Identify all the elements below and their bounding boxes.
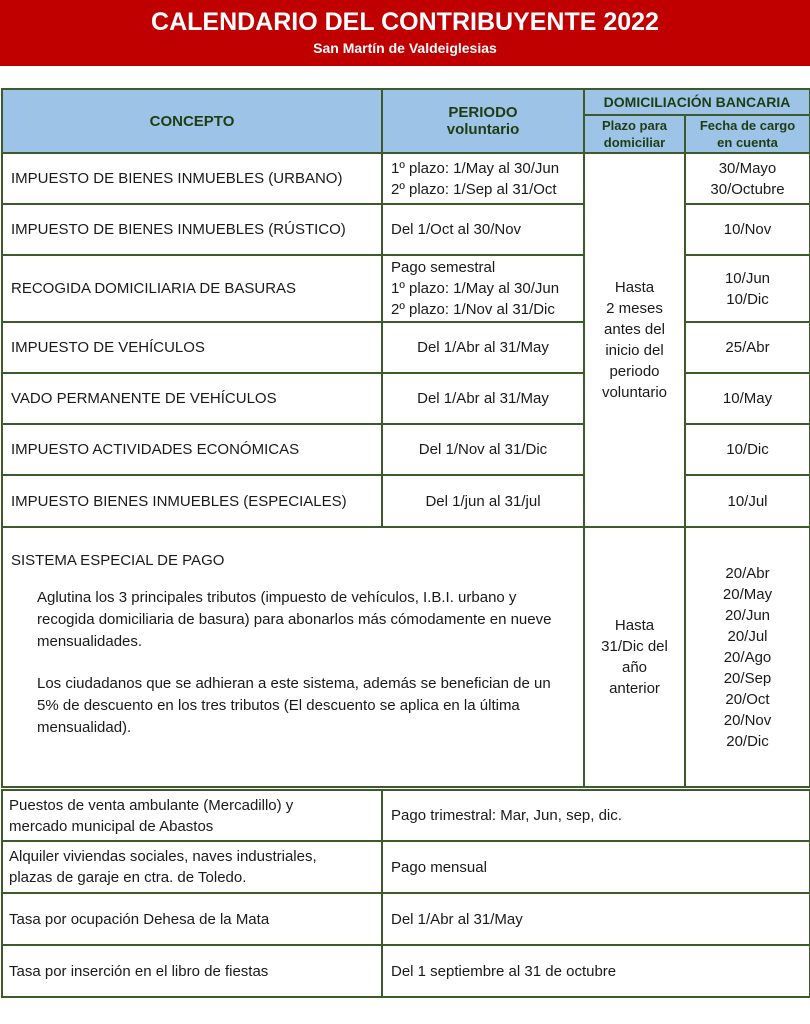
header-fecha-line1: Fecha de cargo [699, 118, 796, 133]
header-fecha-line2: en cuenta [717, 135, 778, 150]
concepto-cell: IMPUESTO BIENES INMUEBLES (ESPECIALES) [2, 475, 382, 527]
plazo-line: voluntario [601, 384, 668, 401]
especial-fechas-cell [685, 527, 810, 787]
concepto-cell [2, 790, 382, 841]
periodo-cell [382, 255, 584, 322]
plazo-general-cell [584, 153, 685, 527]
periodo-line: 1º plazo: 1/May al 30/Jun [391, 280, 560, 297]
table-row [2, 255, 810, 322]
table-row [2, 945, 810, 997]
concepto-cell: Tasa por inserción en el libro de fiestas [2, 945, 382, 997]
especial-plazo-cell [584, 527, 685, 787]
periodo-cell [382, 153, 584, 204]
table-row-especial [2, 527, 810, 787]
plazo-line: Hasta [614, 279, 655, 296]
concepto-line: plazas de garaje en ctra. de Toledo. [9, 869, 247, 886]
page-subtitle: San Martín de Valdeiglesias [313, 40, 497, 56]
table-row [2, 204, 810, 255]
plazo-line: 2 meses [606, 300, 663, 317]
fecha-line: 30/Mayo [718, 159, 777, 177]
concepto-cell: IMPUESTO DE VEHÍCULOS [2, 322, 382, 373]
periodo-cell: Del 1/Abr al 31/May [382, 893, 810, 945]
page-title: CALENDARIO DEL CONTRIBUYENTE 2022 [151, 8, 659, 36]
periodo-cell: Del 1 septiembre al 31 de octubre [382, 945, 810, 997]
concepto-line: Alquiler viviendas sociales, naves industriales, [9, 848, 317, 865]
calendar-table [1, 88, 810, 788]
especial-cell [2, 527, 584, 787]
periodo-cell: Pago mensual [382, 841, 810, 893]
plazo-line: anterior [609, 680, 660, 697]
fecha-line: 20/Dic [726, 732, 769, 750]
periodo-line: 2º plazo: 1/Sep al 31/Oct [391, 180, 557, 198]
periodo-cell: Del 1/jun al 31/jul [382, 475, 584, 527]
header-domiciliacion: DOMICILIACIÓN BANCARIA [584, 89, 810, 115]
fecha-cell: 10/May [685, 373, 810, 424]
table-row [2, 322, 810, 373]
table-row [2, 790, 810, 841]
fecha-line: 20/May [722, 585, 773, 603]
table-row [2, 373, 810, 424]
periodo-cell: Del 1/Abr al 31/May [382, 373, 584, 424]
fecha-line: 10/Dic [726, 290, 769, 308]
header-plazo-line1: Plazo para [601, 118, 668, 133]
concepto-cell: IMPUESTO DE BIENES INMUEBLES (URBANO) [2, 153, 382, 204]
header-concepto: CONCEPTO [2, 89, 382, 153]
fecha-line: 30/Octubre [710, 180, 785, 198]
header-periodo-line1: PERIODO [448, 104, 518, 121]
periodo-line: Pago semestral [391, 259, 496, 276]
concepto-cell: RECOGIDA DOMICILIARIA DE BASURAS [2, 255, 382, 322]
fecha-cell: 10/Dic [685, 424, 810, 475]
table-row [2, 841, 810, 893]
concepto-cell [2, 841, 382, 893]
fecha-cell: 10/Nov [685, 204, 810, 255]
concepto-cell: VADO PERMANENTE DE VEHÍCULOS [2, 373, 382, 424]
header-fecha [685, 115, 810, 153]
plazo-line: antes del [604, 321, 665, 338]
concepto-line: mercado municipal de Abastos [9, 817, 214, 835]
periodo-cell: Del 1/Oct al 30/Nov [382, 204, 584, 255]
fecha-cell [685, 153, 810, 204]
fecha-line: 20/Sep [723, 669, 772, 687]
plazo-line: Hasta [614, 617, 655, 634]
fecha-line: 20/Nov [723, 711, 772, 729]
concepto-cell: Tasa por ocupación Dehesa de la Mata [2, 893, 382, 945]
fecha-line: 20/Jun [724, 606, 771, 624]
header-periodo-line2: voluntario [446, 121, 520, 138]
header-plazo-line2: domiciliar [603, 135, 666, 150]
especial-paragraph-2: Los ciudadanos que se adhieran a este sistema, además se benefician de un 5% de descuento en los tres tributos (El descuento se aplica en la última mensualidad). [37, 675, 551, 736]
fecha-line: 20/Ago [723, 648, 772, 666]
table-row [2, 475, 810, 527]
fecha-line: 20/Jul [727, 627, 768, 645]
fecha-cell: 25/Abr [685, 322, 810, 373]
fecha-cell [685, 255, 810, 322]
concepto-line: Puestos de venta ambulante (Mercadillo) y [9, 796, 294, 814]
table-row [2, 424, 810, 475]
header-banner [0, 0, 810, 66]
periodo-line: 1º plazo: 1/May al 30/Jun [391, 159, 560, 177]
fecha-cell: 10/Jul [685, 475, 810, 527]
fecha-line: 20/Abr [725, 564, 770, 582]
header-periodo [382, 89, 584, 153]
periodo-cell: Del 1/Nov al 31/Dic [382, 424, 584, 475]
table-row [2, 153, 810, 204]
especial-paragraph-1: Aglutina los 3 principales tributos (impuesto de vehículos, I.B.I. urbano y recogida domiciliaria de basura) para abonarlos más cómodamente en nueve mensualidades. [37, 589, 552, 650]
periodo-cell: Pago trimestral: Mar, Jun, sep, dic. [382, 790, 810, 841]
concepto-cell: IMPUESTO DE BIENES INMUEBLES (RÚSTICO) [2, 204, 382, 255]
plazo-line: inicio del [605, 342, 664, 359]
plazo-line: periodo [609, 363, 660, 380]
header-plazo [584, 115, 685, 153]
especial-title: SISTEMA ESPECIAL DE PAGO [11, 552, 225, 569]
fecha-line: 20/Oct [725, 690, 770, 708]
fecha-line: 10/Jun [724, 269, 771, 287]
plazo-line: año [621, 659, 648, 676]
table-row [2, 893, 810, 945]
otros-table [1, 789, 810, 998]
concepto-cell: IMPUESTO ACTIVIDADES ECONÓMICAS [2, 424, 382, 475]
plazo-line: 31/Dic del [601, 638, 668, 655]
periodo-line: 2º plazo: 1/Nov al 31/Dic [391, 301, 555, 318]
periodo-cell: Del 1/Abr al 31/May [382, 322, 584, 373]
